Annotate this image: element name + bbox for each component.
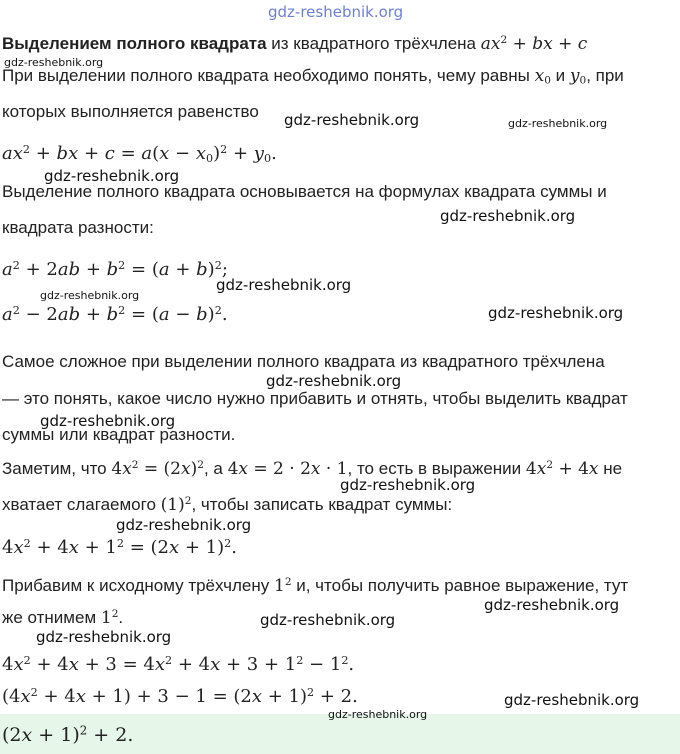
p11-text-b: . [118,608,124,627]
formula-4x2: $4x^2 = (2x)^2$ [111,459,204,479]
watermark: gdz-reshebnik.org [36,628,172,646]
watermark: gdz-reshebnik.org [488,304,624,322]
p10-text-b: и, чтобы получить равное выражение, тут [291,576,629,595]
formula-square-sum: $a^2 + 2ab + b^2 = (a + b)^2$; [2,258,228,280]
p9-text-b: , чтобы записать квадрат суммы: [191,495,453,514]
paragraph-1 [2,66,624,86]
watermark: gdz-reshebnik.org [284,111,420,129]
formula-y0: $y_0$ [569,66,587,87]
p9-text-a: хватает слагаемого [2,495,161,514]
watermark: gdz-reshebnik.org [40,412,176,430]
paragraph-11 [2,608,123,628]
watermark: gdz-reshebnik.org [340,476,476,494]
p8-text-d: не [598,459,623,478]
watermark: gdz-reshebnik.org [266,372,402,390]
watermark: gdz-reshebnik.org [328,708,428,721]
p8-text-a: Заметим, что [2,459,112,478]
p8-text-c: , то есть в выражении [347,459,526,478]
p10-text-a: Прибавим к исходному трёхчлену [2,576,274,595]
equation-square-sum: $4x^2 + 4x + 1^2 = (2x + 1)^2$. [2,536,237,558]
watermark: gdz-reshebnik.org [260,611,396,629]
paragraph-4: квадрата разности: [2,218,154,237]
paragraph-2: которых выполняется равенство [2,102,259,121]
formula-x0: $x_0$ [534,66,551,87]
heading-line [2,34,587,54]
formula-4x: 4x = 2 · 2x · 1 [227,459,348,479]
watermark: gdz-reshebnik.org [440,207,576,225]
watermark: gdz-reshebnik.org [216,276,352,294]
watermark: gdz-reshebnik.org [116,516,252,534]
paragraph-9 [2,495,452,515]
heading-bold: Выделением полного квадрата [2,34,267,53]
paragraph-6: — это понять, какое число нужно прибавить и отнять, чтобы выделить квадрат [2,389,628,408]
watermark: gdz-reshebnik.org [44,167,180,185]
paragraph-3: Выделение полного квадрата основывается на формулах квадрата суммы и [2,182,607,201]
p1-text-a: При выделении полного квадрата необходимо понять, чему равны [2,66,535,85]
equation-step-2: $(4x^2 + 4x + 1) + 3 - 1 = (2x + 1)^2 + 2$. [2,685,358,707]
paragraph-8 [2,459,622,479]
formula-1-sq-add: $1^2$ [273,576,292,596]
equation-completed-square: $ax^2$ + bx + $c = a(x - x_0)^2 + y_0$. [2,142,277,165]
formula-1-sq-sub: $1^2$ [100,608,119,628]
watermark: gdz-reshebnik.org [40,289,140,302]
formula-1-squared: $(1)^2$ [160,495,192,515]
formula-4x2-4x: $4x^2 + 4x$ [525,459,599,479]
heading-rest: из квадратного трёхчлена [266,34,481,53]
paragraph-5: Самое сложное при выделении полного квадрата из квадратного трёхчлена [2,352,605,371]
watermark: gdz-reshebnik.org [4,56,104,69]
watermark: gdz-reshebnik.org [508,117,608,130]
p11-text-a: же отнимем [2,608,101,627]
paragraph-7: суммы или квадрат разности. [2,425,236,444]
watermark: gdz-reshebnik.org [504,691,640,709]
watermark-top: gdz-reshebnik.org [268,3,404,21]
paragraph-10 [2,576,628,596]
equation-step-1: $4x^2 + 4x + 3 = 4x^2 + 4x + 3 + 1^2 - 1^2$. [2,653,355,675]
formula-trinomial: $ax^2$ + bx + c [480,34,588,54]
watermark: gdz-reshebnik.org [484,596,620,614]
formula-square-diff: $a^2 - 2ab + b^2 = (a - b)^2$. [2,303,228,325]
p1-text-b: , при [586,66,624,85]
final-answer: $(2x + 1)^2 + 2$. [2,723,134,746]
p1-text-and: и [550,66,570,85]
p8-text-b: , а [203,459,228,478]
